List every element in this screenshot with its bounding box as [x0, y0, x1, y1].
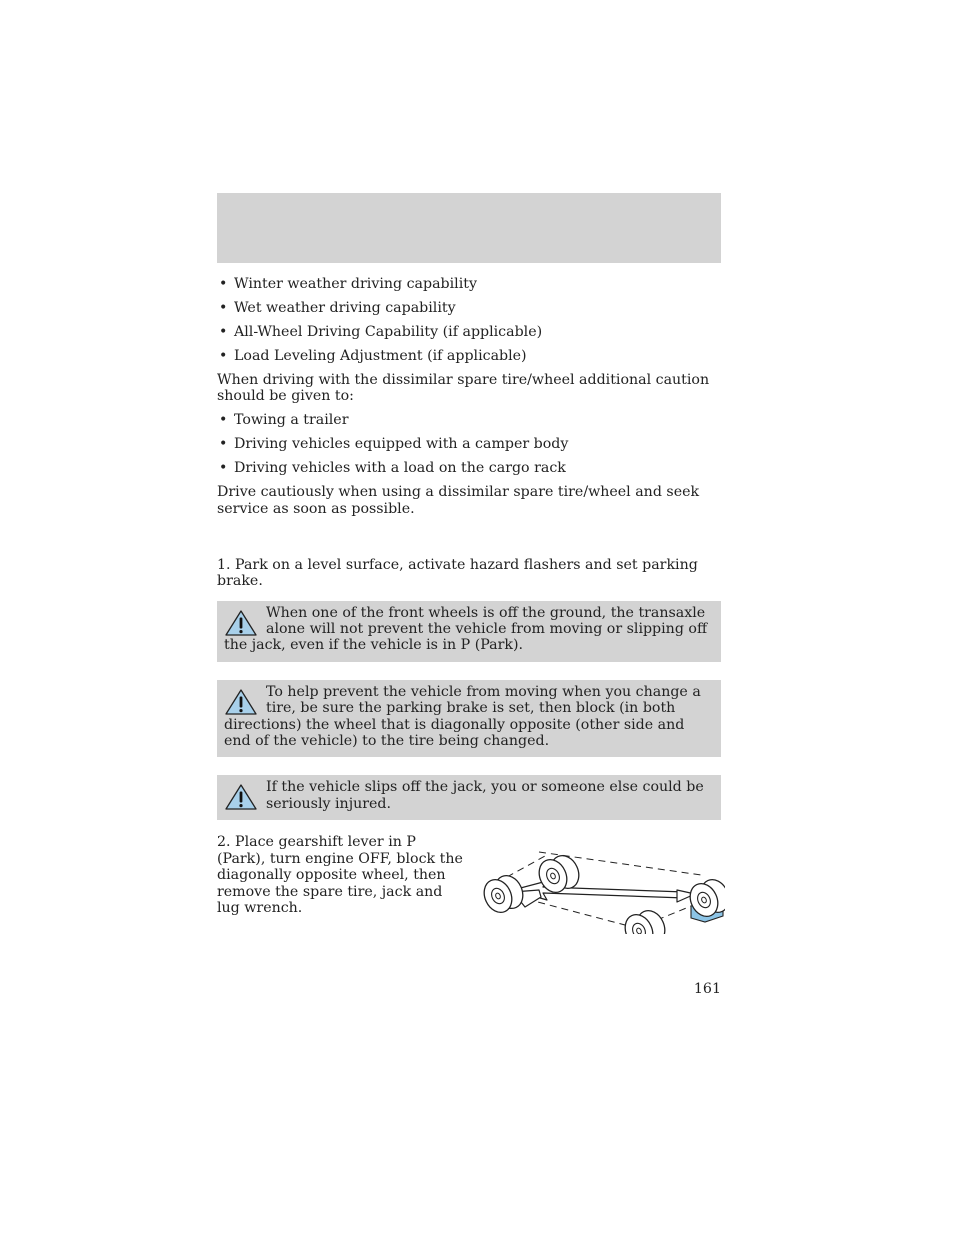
wheel-rear-right-blocked-icon: [685, 875, 725, 922]
drive-cautiously-text: Drive cautiously when using a dissimilar spare tire/wheel and seek service as soon as possible.: [217, 484, 700, 517]
section-header-band: [217, 193, 721, 263]
page-content: [217, 276, 721, 944]
warning-text: If the vehicle slips off the jack, you or someone else could be seriously injured.: [266, 779, 704, 812]
step-2-section: [217, 834, 721, 944]
list-item: • Winter weather driving capability: [217, 276, 721, 292]
section-gap: [217, 525, 721, 557]
warning-triangle-icon: [224, 609, 258, 637]
wheels-diagonal-block-diagram: [479, 830, 725, 934]
list-item: • Towing a trailer: [217, 412, 721, 428]
caution-list: [217, 412, 721, 476]
conditions-list: [217, 276, 721, 364]
list-item: • Wet weather driving capability: [217, 300, 721, 316]
warning-triangle-icon: [224, 688, 258, 716]
list-item: • Driving vehicles equipped with a camper body: [217, 436, 721, 452]
warning-box-jack-slip: [217, 775, 721, 820]
warning-text: When one of the front wheels is off the ground, the transaxle alone will not prevent the vehicle from moving or slipping off the jack, even if the vehicle is in P (Park).: [224, 604, 708, 654]
warning-triangle-icon: [224, 783, 258, 811]
step-2-text: 2. Place gearshift lever in P (Park), turn engine OFF, block the diagonally opposite wheel, then remove the spare tire, jack and lug wrench.: [217, 834, 463, 916]
warning-box-parking-brake: [217, 680, 721, 758]
list-item: • All-Wheel Driving Capability (if applicable): [217, 324, 721, 340]
wheel-front-left-icon: [479, 871, 528, 917]
step-1-text: 1. Park on a level surface, activate hazard flashers and set parking brake.: [217, 556, 698, 590]
caution-intro: When driving with the dissimilar spare tire/wheel additional caution should be given to:: [217, 372, 710, 405]
warning-text: To help prevent the vehicle from moving when you change a tire, be sure the parking brake is set, then block (in both directions) the wheel that is diagonally opposite (other side and end of the vehicle) to the tire being changed.: [224, 683, 701, 750]
page-number: 161: [693, 981, 721, 997]
list-item: • Driving vehicles with a load on the cargo rack: [217, 460, 721, 476]
list-item: • Load Leveling Adjustment (if applicable): [217, 348, 721, 364]
warning-box-front-wheels: [217, 601, 721, 662]
wheel-front-right-icon: [620, 906, 670, 934]
